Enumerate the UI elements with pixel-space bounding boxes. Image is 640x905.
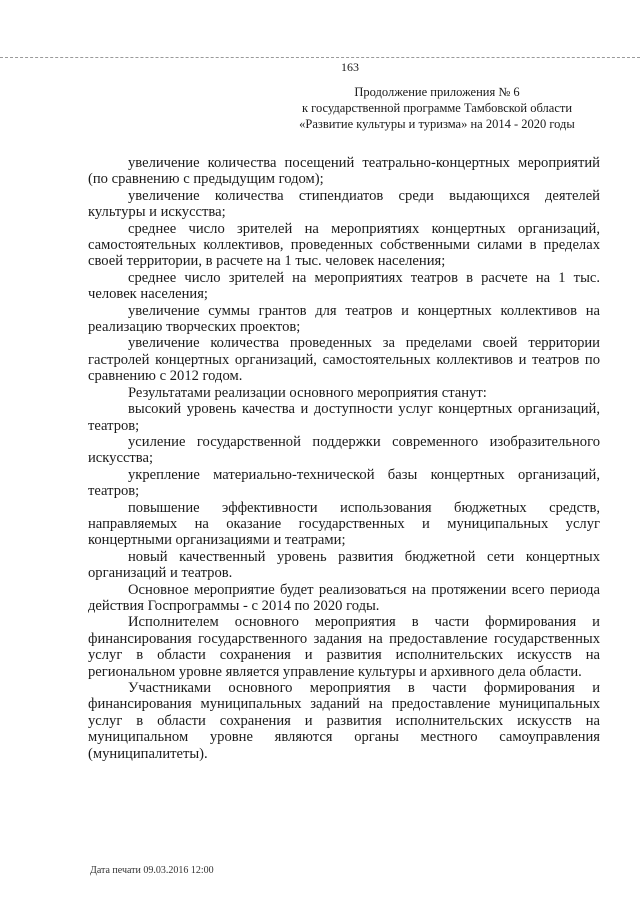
paragraph-12: новый качественный уровень развития бюджетной сети концертных организаций и театров. [88, 548, 600, 582]
paragraph-2: увеличение количества стипендиатов среди выдающихся деятелей культуры и искусства; [88, 187, 600, 221]
paragraph-6: увеличение количества проведенных за пределами своей территории гастролей концертных организаций, самостоятельных коллективов и театров по сравнению с 2012 годом. [88, 335, 600, 385]
print-date: Дата печати 09.03.2016 12:00 [90, 865, 214, 876]
paragraph-3: среднее число зрителей на мероприятиях концертных организаций, самостоятельных коллективов, проведенных собственными силами в пределах своей территории, в расчете на 1 тыс. человек населения; [88, 220, 600, 270]
paragraph-9: усиление государственной поддержки современного изобразительного искусства; [88, 433, 600, 467]
paragraph-5: увеличение суммы грантов для театров и концертных коллективов на реализацию творческих проектов; [88, 302, 600, 336]
paragraph-13: Основное мероприятие будет реализоваться на протяжении всего периода действия Госпрограммы - с 2014 по 2020 годы. [88, 581, 600, 614]
paragraph-14: Исполнителем основного мероприятия в части формирования и финансирования государственного задания на предоставление государственных услуг в области сохранения и развития исполнительских искусств на региональном уровне является управление культуры и архивного дела области. [88, 614, 600, 680]
paragraph-7: Результатами реализации основного мероприятия станут: [128, 384, 487, 401]
appendix-header [272, 84, 602, 132]
paragraph-1: увеличение количества посещений театрально-концертных мероприятий (по сравнению с предыдущим годом); [88, 155, 600, 188]
paragraph-4: среднее число зрителей на мероприятиях театров в расчете на 1 тыс. человек населения; [88, 269, 600, 303]
paragraph-11: повышение эффективности использования бюджетных средств, направляемых на оказание государственных и муниципальных услуг концертными организациями и театрами; [88, 499, 600, 549]
paragraph-10: укрепление материально-технической базы концертных организаций, театров; [88, 466, 600, 500]
paragraph-15: Участниками основного мероприятия в части формирования и финансирования муниципальных заданий на предоставление муниципальных услуг в области сохранения и развития исполнительских искусств на муниципальном уровне являются органы местного самоуправления (муниципалитеты). [88, 680, 600, 762]
top-divider [0, 57, 640, 58]
paragraph-8: высокий уровень качества и доступности услуг концертных организаций, театров; [88, 401, 600, 434]
page-number: 163 [341, 60, 359, 74]
appendix-header-line-1: Продолжение приложения № 6 [354, 85, 520, 99]
appendix-header-line-3: «Развитие культуры и туризма» на 2014 - 2020 годы [299, 117, 575, 131]
document-body [88, 155, 600, 762]
appendix-header-line-2: к государственной программе Тамбовской области [301, 101, 573, 115]
